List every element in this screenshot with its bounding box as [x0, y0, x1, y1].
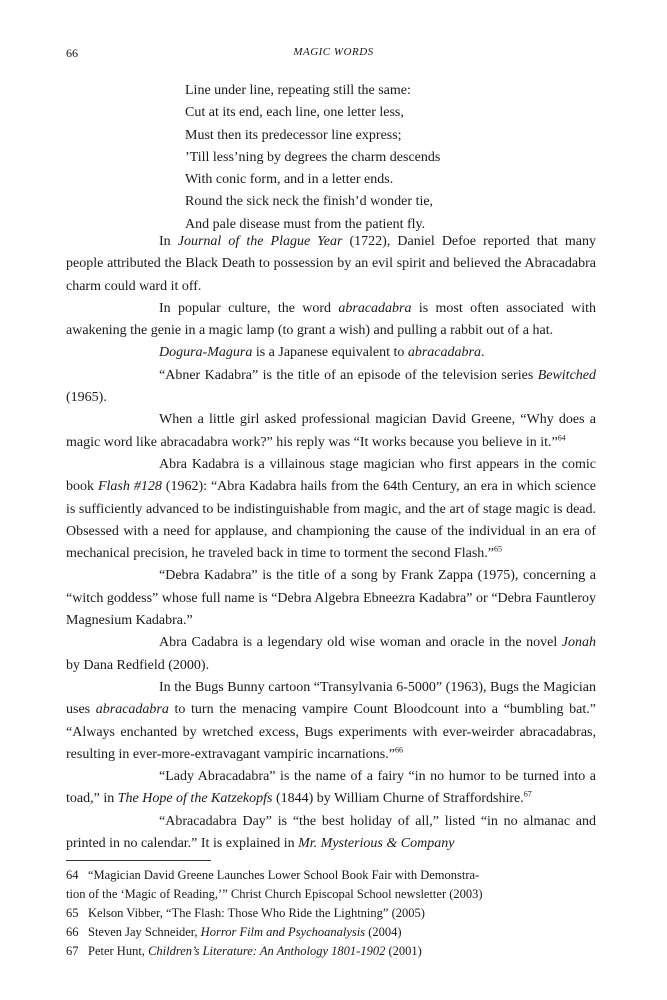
- footnotes: [66, 866, 606, 961]
- page-header: [0, 46, 667, 66]
- verse-line: With conic form, and in a letter ends.: [185, 172, 394, 188]
- footnote: 67 Peter Hunt, Children’s Literature: An Anthology 1801-1902 (2001): [66, 944, 422, 958]
- paragraph: “Lady Abracadabra” is the name of a fairy “in no humor to be turned into a toad,” in The Hope of the Katzekopfs (1844) by William Churne of Straffordshire.$^{67}$: [66, 769, 596, 807]
- page-number: 66: [66, 46, 78, 60]
- footnote-rule: [66, 860, 211, 861]
- verse-line: Must then its predecessor line express;: [185, 127, 402, 143]
- paragraph: “Debra Kadabra” is the title of a song by Frank Zappa (1975), concerning a “witch goddess” whose full name is “Debra Algebra Ebneezra Kadabra” or “Debra Fauntleroy Magnesium Kadabra.”: [66, 568, 596, 629]
- verse-line: And pale disease must from the patient fly.: [185, 216, 426, 232]
- footnote: 64 “Magician David Greene Launches Lower School Book Fair with Demonstra-: [66, 868, 480, 882]
- footnote-ref: 66: [394, 745, 403, 755]
- verse-line: Line under line, repeating still the same:: [185, 83, 411, 98]
- paragraph: In Journal of the Plague Year (1722), Daniel Defoe reported that many people attributed the Black Death to possession by an evil spirit and believed the Abracadabra charm could ward it off.: [66, 234, 596, 294]
- footnote-ref: 67: [523, 789, 532, 799]
- paragraph: Dogura-Magura is a Japanese equivalent to abracadabra.: [159, 345, 485, 361]
- footnote-ref: 64: [557, 433, 566, 443]
- verse-line: Round the sick neck the finish’d wonder tie,: [185, 194, 434, 210]
- paragraph: “Abner Kadabra” is the title of an episode of the television series Bewitched (1965).: [66, 367, 596, 406]
- verse-block: [185, 80, 605, 236]
- running-head: MAGIC WORDS: [293, 46, 374, 58]
- paragraph: In the Bugs Bunny cartoon “Transylvania 6-5000” (1963), Bugs the Magician uses abracadabra to turn the menacing vampire Count Bloodcount into a “bumbling bat.” “Always enchanted by wretched excess, Bugs experiments with ever-weirder abracadabras, resulting in ever-more-extravagant vampiric incarnations.”$^{66}$: [66, 679, 596, 762]
- paragraph: Abra Cadabra is a legendary old wise woman and oracle in the novel Jonah by Dana Redfield (2000).: [66, 635, 596, 673]
- verse-line: Cut at its end, each line, one letter less,: [185, 105, 404, 121]
- paragraph: Abra Kadabra is a villainous stage magician who first appears in the comic book Flash #128 (1962): “Abra Kadabra hails from the 64th Century, an era in which science is sufficiently advanced to be indistinguishable from magic, and the art of stage magic is dead. Obsessed with a need for applause, and championing the cause of the individual in an era of mechanical precision, he traveled back in time to torment the second Flash.”$^{65}$: [66, 456, 597, 562]
- verse-line: ’Till less’ning by degrees the charm descends: [185, 149, 441, 165]
- paragraph: When a little girl asked professional magician David Greene, “Why does a magic word like abracadabra work?” his reply was “It works because you believe in it.”$^{64}$: [66, 412, 596, 450]
- footnote: 65 Kelson Vibber, “The Flash: Those Who Ride the Lightning” (2005): [66, 906, 425, 920]
- footnote-ref: 65: [494, 544, 503, 554]
- paragraph: In popular culture, the word abracadabra is most often associated with awakening the genie in a magic lamp (to grant a wish) and pulling a rabbit out of a hat.: [66, 300, 596, 339]
- footnote: 66 Steven Jay Schneider, Horror Film and Psychoanalysis (2004): [66, 925, 402, 939]
- body-text: [66, 231, 596, 855]
- footnote-continuation: tion of the ‘Magic of Reading,’” Christ Church Episcopal School newsletter (2003): [66, 887, 483, 901]
- paragraph: “Abracadabra Day” is “the best holiday of all,” listed “in no almanac and printed in no calendar.” It is explained in Mr. Mysterious & Company: [66, 813, 596, 852]
